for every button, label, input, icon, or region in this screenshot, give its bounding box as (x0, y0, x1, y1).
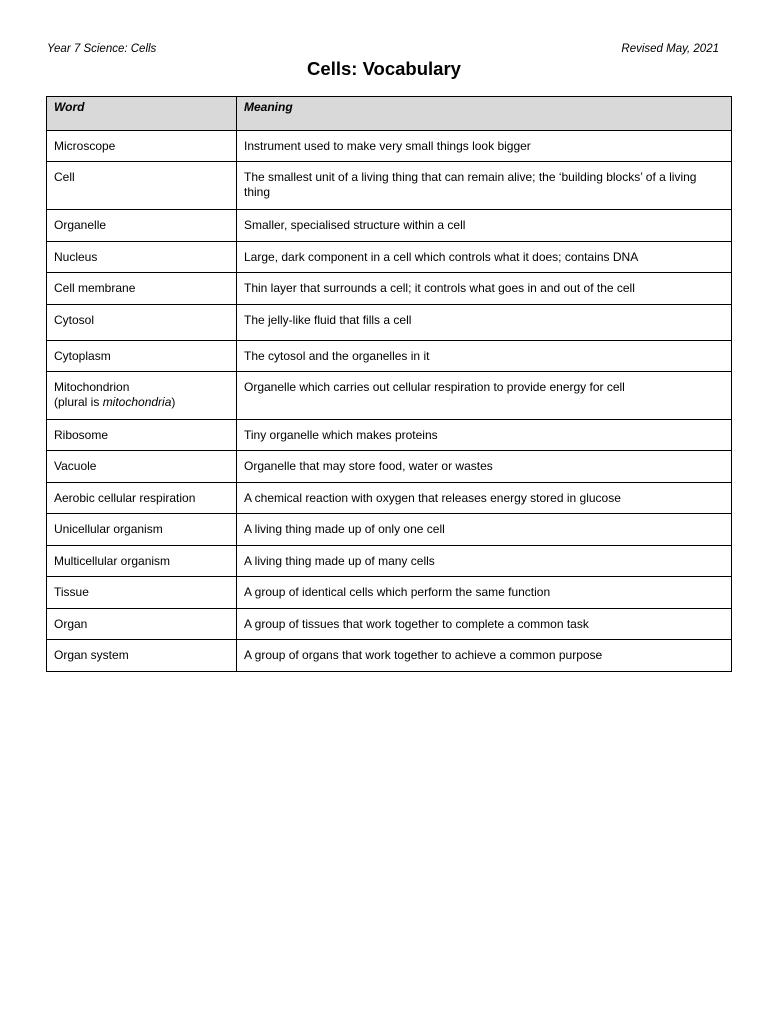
table-row (47, 131, 732, 162)
word-cell: Ribosome (47, 420, 237, 451)
plural-note-prefix: (plural is (54, 395, 103, 409)
meaning-cell: A living thing made up of only one cell (237, 514, 732, 546)
plural-note-suffix: ) (171, 395, 176, 409)
table-row (47, 162, 732, 210)
table-row (47, 609, 732, 640)
table-row (47, 420, 732, 451)
word-cell: Organ (47, 609, 237, 640)
word-cell: Cell membrane (47, 273, 237, 305)
table-row (47, 451, 732, 483)
meaning-cell: A group of organs that work together to achieve a common purpose (237, 640, 732, 672)
word-cell: Microscope (47, 131, 237, 162)
word-cell: Organelle (47, 210, 237, 242)
column-header-meaning: Meaning (237, 97, 732, 131)
plural-term: mitochondria (102, 395, 172, 409)
word-cell: Cell (47, 162, 237, 210)
word-cell: Multicellular organism (47, 546, 237, 577)
column-header-word: Word (47, 97, 237, 131)
meaning-cell: Smaller, specialised structure within a cell (237, 210, 732, 242)
word-cell: Organ system (47, 640, 237, 672)
table-row (47, 577, 732, 609)
table-row (47, 640, 732, 672)
table-row (47, 341, 732, 372)
header-course: Year 7 Science: Cells (47, 43, 157, 55)
meaning-cell: A group of tissues that work together to complete a common task (237, 609, 732, 640)
table-row (47, 273, 732, 305)
meaning-cell: A living thing made up of many cells (237, 546, 732, 577)
table-row (47, 546, 732, 577)
table-row (47, 242, 732, 273)
meaning-cell: Thin layer that surrounds a cell; it controls what goes in and out of the cell (237, 273, 732, 305)
meaning-cell: Large, dark component in a cell which controls what it does; contains DNA (237, 242, 732, 273)
word-cell (47, 372, 237, 420)
meaning-cell: Organelle that may store food, water or wastes (237, 451, 732, 483)
word-cell: Unicellular organism (47, 514, 237, 546)
table-row (47, 514, 732, 546)
table-row (47, 372, 732, 420)
word-cell: Vacuole (47, 451, 237, 483)
meaning-cell: A chemical reaction with oxygen that releases energy stored in glucose (237, 483, 732, 514)
word-cell: Nucleus (47, 242, 237, 273)
meaning-cell: Organelle which carries out cellular respiration to provide energy for cell (237, 372, 732, 420)
word-cell: Cytoplasm (47, 341, 237, 372)
word-cell: Tissue (47, 577, 237, 609)
word-cell: Aerobic cellular respiration (47, 483, 237, 514)
word-plural-note (54, 395, 229, 410)
meaning-cell: The cytosol and the organelles in it (237, 341, 732, 372)
table-header-row (47, 97, 732, 131)
meaning-cell: Tiny organelle which makes proteins (237, 420, 732, 451)
meaning-cell: A group of identical cells which perform the same function (237, 577, 732, 609)
table-row (47, 210, 732, 242)
meaning-cell: The smallest unit of a living thing that can remain alive; the ‘building blocks’ of a living thing (237, 162, 732, 210)
table-row (47, 305, 732, 341)
header-revision-date: Revised May, 2021 (621, 43, 719, 55)
vocabulary-table (46, 96, 732, 672)
meaning-cell: Instrument used to make very small things look bigger (237, 131, 732, 162)
meaning-cell: The jelly-like fluid that fills a cell (237, 305, 732, 341)
word-cell: Cytosol (47, 305, 237, 341)
page-title: Cells: Vocabulary (307, 58, 461, 79)
table-row (47, 483, 732, 514)
word-term: Mitochondrion (54, 380, 130, 394)
